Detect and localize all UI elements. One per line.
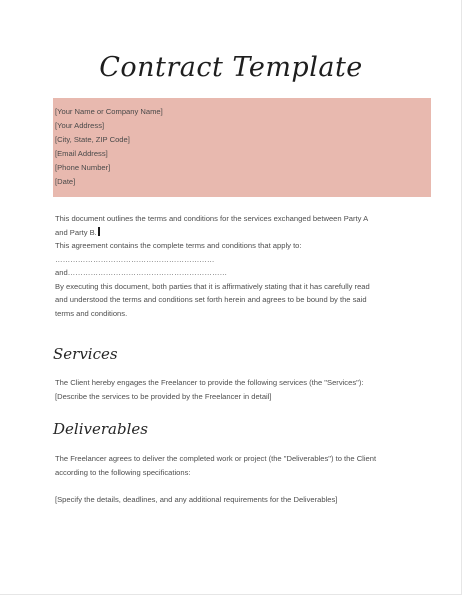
intro-paragraph-line[interactable]: This agreement contains the complete terms and conditions that apply to: bbox=[55, 241, 302, 250]
sender-address-placeholder[interactable]: [Your Address] bbox=[55, 121, 105, 130]
sender-info-box bbox=[53, 98, 431, 197]
sender-email-placeholder[interactable]: [Email Address] bbox=[55, 149, 108, 158]
text-cursor bbox=[98, 227, 100, 236]
services-section bbox=[55, 376, 415, 403]
document-title: Contract Template bbox=[99, 52, 363, 83]
deliverables-paragraph-line[interactable]: The Freelancer agrees to deliver the completed work or project (the "Deliverables") to the Client bbox=[55, 454, 377, 463]
deliverables-section bbox=[55, 452, 415, 507]
deliverables-heading: Deliverables bbox=[53, 420, 148, 438]
services-paragraph-line[interactable]: The Client hereby engages the Freelancer to provide the following services (the "Services"): bbox=[55, 378, 364, 387]
intro-section bbox=[55, 212, 415, 320]
deliverables-placeholder-line[interactable]: [Specify the details, deadlines, and any additional requirements for the Deliverables] bbox=[55, 495, 338, 504]
intro-paragraph-line[interactable] bbox=[55, 226, 415, 240]
services-heading: Services bbox=[53, 345, 118, 363]
party-a-blank-line[interactable]: ……………………………………………………… bbox=[55, 254, 215, 264]
execution-paragraph-line[interactable]: terms and conditions. bbox=[55, 308, 128, 318]
execution-paragraph-line[interactable]: By executing this document, both parties that it is affirmatively stating that it has carefully read bbox=[55, 281, 370, 291]
sender-city-placeholder[interactable]: [City, State, ZIP Code] bbox=[55, 135, 130, 144]
party-b-blank-line[interactable]: and……………………………………………………… bbox=[55, 268, 228, 277]
deliverables-paragraph-line[interactable]: according to the following specifications: bbox=[55, 467, 191, 477]
sender-name-placeholder[interactable]: [Your Name or Company Name] bbox=[55, 107, 163, 116]
intro-party-b-text[interactable]: and Party B. bbox=[55, 227, 97, 237]
sender-phone-placeholder[interactable]: [Phone Number] bbox=[55, 163, 111, 172]
sender-date-placeholder[interactable]: [Date] bbox=[55, 177, 76, 186]
services-placeholder-line[interactable]: [Describe the services to be provided by the Freelancer in detail] bbox=[55, 391, 272, 401]
execution-paragraph-line[interactable]: and understood the terms and conditions set forth herein and agrees to be bound by the said bbox=[55, 295, 367, 304]
intro-paragraph-line[interactable]: This document outlines the terms and conditions for the services exchanged between Party A bbox=[55, 214, 369, 223]
